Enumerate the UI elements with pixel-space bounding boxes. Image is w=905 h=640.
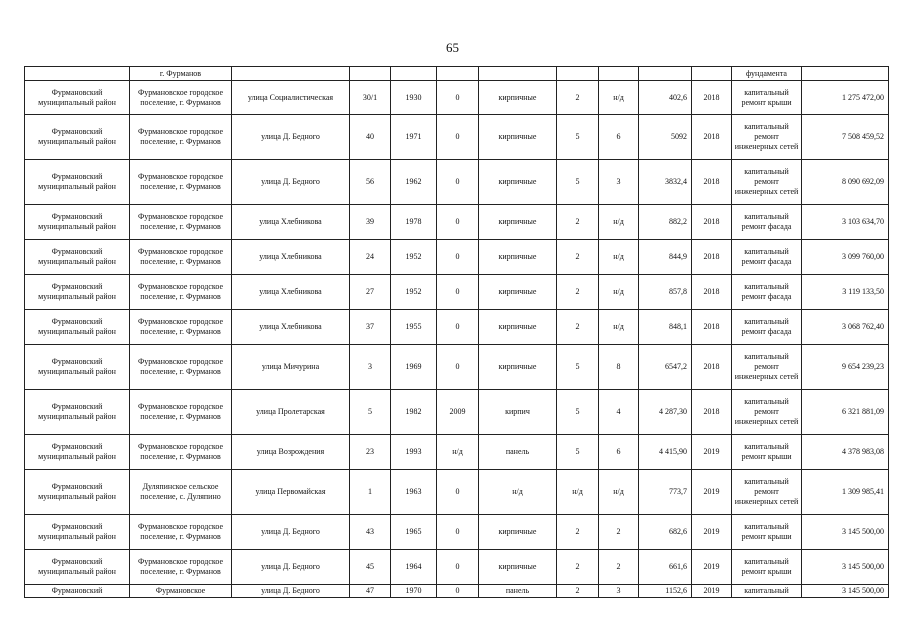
cell-year-built: 1978 <box>391 205 437 240</box>
cell-street: улица Хлебникова <box>232 310 350 345</box>
cell-material: панель <box>479 585 557 598</box>
cell-district: Фурмановский муниципальный район <box>25 240 130 275</box>
cell-material: кирпичные <box>479 205 557 240</box>
cell-house: 56 <box>350 160 391 205</box>
cell-year-built: 1964 <box>391 550 437 585</box>
cell-street: улица Д. Бедного <box>232 585 350 598</box>
cell-cost: 6 321 881,09 <box>802 390 889 435</box>
cell-district: Фурмановский муниципальный район <box>25 550 130 585</box>
cell-year-reconstructed: н/д <box>437 435 479 470</box>
cell-house: 43 <box>350 515 391 550</box>
cell-year-built: 1930 <box>391 81 437 115</box>
cell-year-built: 1962 <box>391 160 437 205</box>
cell-area: 773,7 <box>639 470 692 515</box>
cell-floors: 2 <box>557 240 599 275</box>
cell-year-reconstructed: 0 <box>437 160 479 205</box>
cell-cost: 1 309 985,41 <box>802 470 889 515</box>
cell-house: 23 <box>350 435 391 470</box>
cell-material: кирпичные <box>479 115 557 160</box>
cell-house: 39 <box>350 205 391 240</box>
cell-house: 5 <box>350 390 391 435</box>
cell-year: 2019 <box>692 470 732 515</box>
cell-cost <box>802 67 889 81</box>
cell-year-built: 1970 <box>391 585 437 598</box>
cell-area: 857,8 <box>639 275 692 310</box>
cell-area: 1152,6 <box>639 585 692 598</box>
cell-entrances: н/д <box>599 310 639 345</box>
cell-material: н/д <box>479 470 557 515</box>
cell-settlement: Фурмановское городское поселение, г. Фурманов <box>130 390 232 435</box>
table-row-truncated <box>25 585 889 598</box>
cell-settlement: Фурмановское городское поселение, г. Фурманов <box>130 550 232 585</box>
cell-work-type: капитальный ремонт фасада <box>732 240 802 275</box>
cell-house: 37 <box>350 310 391 345</box>
cell-district: Фурмановский муниципальный район <box>25 81 130 115</box>
cell-year-reconstructed: 2009 <box>437 390 479 435</box>
cell-material: панель <box>479 435 557 470</box>
cell-material: кирпичные <box>479 240 557 275</box>
cell-material <box>479 67 557 81</box>
table-row <box>25 240 889 275</box>
table-row-continued <box>25 67 889 81</box>
cell-year <box>692 67 732 81</box>
cell-year-built: 1952 <box>391 240 437 275</box>
cell-floors <box>557 67 599 81</box>
table-row <box>25 345 889 390</box>
cell-year-reconstructed <box>437 67 479 81</box>
cell-area <box>639 67 692 81</box>
cell-work-type: капитальный ремонт инженерных сетей <box>732 470 802 515</box>
cell-year-reconstructed: 0 <box>437 205 479 240</box>
cell-material: кирпичные <box>479 550 557 585</box>
cell-year: 2019 <box>692 515 732 550</box>
cell-house: 40 <box>350 115 391 160</box>
cell-district: Фурмановский муниципальный район <box>25 275 130 310</box>
cell-year-built: 1963 <box>391 470 437 515</box>
cell-floors: 2 <box>557 515 599 550</box>
cell-area: 5092 <box>639 115 692 160</box>
cell-year-reconstructed: 0 <box>437 585 479 598</box>
table-row <box>25 160 889 205</box>
cell-entrances <box>599 67 639 81</box>
cell-entrances: 8 <box>599 345 639 390</box>
cell-year: 2019 <box>692 550 732 585</box>
cell-year: 2018 <box>692 310 732 345</box>
cell-area: 4 415,90 <box>639 435 692 470</box>
cell-year-reconstructed: 0 <box>437 470 479 515</box>
cell-entrances: 3 <box>599 160 639 205</box>
cell-work-type: капитальный ремонт крыши <box>732 550 802 585</box>
cell-street: улица Д. Бедного <box>232 515 350 550</box>
cell-cost: 3 068 762,40 <box>802 310 889 345</box>
cell-work-type: капитальный ремонт крыши <box>732 515 802 550</box>
cell-year-built <box>391 67 437 81</box>
cell-area: 4 287,30 <box>639 390 692 435</box>
cell-area: 402,6 <box>639 81 692 115</box>
table-row <box>25 470 889 515</box>
table-row <box>25 115 889 160</box>
cell-entrances: 6 <box>599 115 639 160</box>
cell-house: 27 <box>350 275 391 310</box>
cell-street: улица Социалистическая <box>232 81 350 115</box>
cell-year: 2018 <box>692 275 732 310</box>
cell-settlement: Фурмановское городское поселение, г. Фурманов <box>130 515 232 550</box>
cell-floors: 2 <box>557 275 599 310</box>
cell-floors: 5 <box>557 390 599 435</box>
cell-settlement: Фурмановское городское поселение, г. Фурманов <box>130 81 232 115</box>
cell-entrances: 3 <box>599 585 639 598</box>
table-row <box>25 81 889 115</box>
cell-district: Фурмановский муниципальный район <box>25 435 130 470</box>
cell-district: Фурмановский муниципальный район <box>25 115 130 160</box>
cell-entrances: н/д <box>599 470 639 515</box>
cell-area: 844,9 <box>639 240 692 275</box>
cell-work-type: капитальный ремонт фасада <box>732 205 802 240</box>
cell-house: 30/1 <box>350 81 391 115</box>
cell-settlement: Фурмановское городское поселение, г. Фурманов <box>130 310 232 345</box>
cell-district: Фурмановский муниципальный район <box>25 310 130 345</box>
cell-settlement: Фурмановское <box>130 585 232 598</box>
cell-year-reconstructed: 0 <box>437 515 479 550</box>
cell-floors: 5 <box>557 160 599 205</box>
cell-work-type: капитальный ремонт инженерных сетей <box>732 345 802 390</box>
cell-district: Фурмановский муниципальный район <box>25 515 130 550</box>
cell-settlement: Фурмановское городское поселение, г. Фурманов <box>130 205 232 240</box>
cell-cost: 3 119 133,50 <box>802 275 889 310</box>
cell-work-type: капитальный ремонт крыши <box>732 435 802 470</box>
cell-material: кирпичные <box>479 160 557 205</box>
cell-year: 2018 <box>692 345 732 390</box>
cell-work-type: капитальный ремонт инженерных сетей <box>732 115 802 160</box>
cell-area: 848,1 <box>639 310 692 345</box>
cell-year-reconstructed: 0 <box>437 550 479 585</box>
cell-work-type: капитальный ремонт фасада <box>732 310 802 345</box>
page-number: 65 <box>446 40 459 55</box>
cell-entrances: н/д <box>599 205 639 240</box>
cell-cost: 1 275 472,00 <box>802 81 889 115</box>
cell-year: 2019 <box>692 585 732 598</box>
cell-district: Фурмановский муниципальный район <box>25 470 130 515</box>
cell-cost: 9 654 239,23 <box>802 345 889 390</box>
cell-settlement: Дуляпинское сельское поселение, с. Дуляпино <box>130 470 232 515</box>
cell-house: 24 <box>350 240 391 275</box>
cell-district: Фурмановский муниципальный район <box>25 345 130 390</box>
cell-year: 2018 <box>692 81 732 115</box>
cell-street: улица Пролетарская <box>232 390 350 435</box>
cell-year: 2018 <box>692 240 732 275</box>
cell-cost: 3 145 500,00 <box>802 585 889 598</box>
cell-material: кирпичные <box>479 310 557 345</box>
table-row <box>25 435 889 470</box>
cell-entrances: 6 <box>599 435 639 470</box>
cell-material: кирпичные <box>479 275 557 310</box>
cell-district: Фурмановский <box>25 585 130 598</box>
cell-district: Фурмановский муниципальный район <box>25 160 130 205</box>
cell-floors: 5 <box>557 345 599 390</box>
cell-street: улица Хлебникова <box>232 205 350 240</box>
cell-district: Фурмановский муниципальный район <box>25 390 130 435</box>
cell-cost: 3 145 500,00 <box>802 550 889 585</box>
cell-work-type: капитальный <box>732 585 802 598</box>
cell-house: 3 <box>350 345 391 390</box>
cell-work-type: капитальный ремонт фасада <box>732 275 802 310</box>
cell-settlement: Фурмановское городское поселение, г. Фурманов <box>130 345 232 390</box>
cell-year-reconstructed: 0 <box>437 275 479 310</box>
cell-year-reconstructed: 0 <box>437 81 479 115</box>
cell-year-reconstructed: 0 <box>437 345 479 390</box>
table-row <box>25 205 889 240</box>
cell-floors: 2 <box>557 585 599 598</box>
cell-area: 6547,2 <box>639 345 692 390</box>
cell-work-type: капитальный ремонт крыши <box>732 81 802 115</box>
cell-street: улица Первомайская <box>232 470 350 515</box>
cell-floors: 2 <box>557 550 599 585</box>
cell-cost: 3 099 760,00 <box>802 240 889 275</box>
cell-street: улица Хлебникова <box>232 240 350 275</box>
cell-year-reconstructed: 0 <box>437 240 479 275</box>
cell-year-built: 1952 <box>391 275 437 310</box>
cell-area: 682,6 <box>639 515 692 550</box>
cell-settlement: г. Фурманов <box>130 67 232 81</box>
cell-entrances: н/д <box>599 240 639 275</box>
cell-material: кирпичные <box>479 515 557 550</box>
cell-floors: 5 <box>557 115 599 160</box>
cell-entrances: н/д <box>599 81 639 115</box>
cell-house: 1 <box>350 470 391 515</box>
table-body <box>25 67 889 598</box>
cell-district: Фурмановский муниципальный район <box>25 205 130 240</box>
cell-material: кирпич <box>479 390 557 435</box>
cell-cost: 3 103 634,70 <box>802 205 889 240</box>
cell-year: 2019 <box>692 435 732 470</box>
cell-floors: 2 <box>557 81 599 115</box>
cell-area: 661,6 <box>639 550 692 585</box>
cell-area: 3832,4 <box>639 160 692 205</box>
cell-settlement: Фурмановское городское поселение, г. Фурманов <box>130 435 232 470</box>
cell-street: улица Хлебникова <box>232 275 350 310</box>
cell-year-reconstructed: 0 <box>437 310 479 345</box>
cell-cost: 8 090 692,09 <box>802 160 889 205</box>
cell-area: 882,2 <box>639 205 692 240</box>
cell-street: улица Д. Бедного <box>232 160 350 205</box>
cell-settlement: Фурмановское городское поселение, г. Фурманов <box>130 160 232 205</box>
cell-year-built: 1955 <box>391 310 437 345</box>
cell-house <box>350 67 391 81</box>
cell-work-type: фундамента <box>732 67 802 81</box>
cell-settlement: Фурмановское городское поселение, г. Фурманов <box>130 275 232 310</box>
cell-year: 2018 <box>692 390 732 435</box>
table-row <box>25 550 889 585</box>
cell-entrances: 2 <box>599 515 639 550</box>
cell-settlement: Фурмановское городское поселение, г. Фурманов <box>130 115 232 160</box>
cell-house: 47 <box>350 585 391 598</box>
cell-entrances: н/д <box>599 275 639 310</box>
cell-floors: 5 <box>557 435 599 470</box>
cell-cost: 3 145 500,00 <box>802 515 889 550</box>
cell-material: кирпичные <box>479 345 557 390</box>
cell-floors: н/д <box>557 470 599 515</box>
cell-year-built: 1993 <box>391 435 437 470</box>
table-row <box>25 310 889 345</box>
cell-cost: 4 378 983,08 <box>802 435 889 470</box>
cell-work-type: капитальный ремонт инженерных сетей <box>732 390 802 435</box>
cell-entrances: 2 <box>599 550 639 585</box>
table-row <box>25 275 889 310</box>
table-row <box>25 390 889 435</box>
cell-year-built: 1969 <box>391 345 437 390</box>
cell-district <box>25 67 130 81</box>
cell-year-built: 1965 <box>391 515 437 550</box>
cell-year: 2018 <box>692 115 732 160</box>
cell-year: 2018 <box>692 205 732 240</box>
cell-year: 2018 <box>692 160 732 205</box>
cell-cost: 7 508 459,52 <box>802 115 889 160</box>
cell-material: кирпичные <box>479 81 557 115</box>
cell-year-reconstructed: 0 <box>437 115 479 160</box>
cell-settlement: Фурмановское городское поселение, г. Фурманов <box>130 240 232 275</box>
cell-year-built: 1971 <box>391 115 437 160</box>
cell-floors: 2 <box>557 205 599 240</box>
cell-work-type: капитальный ремонт инженерных сетей <box>732 160 802 205</box>
cell-street: улица Д. Бедного <box>232 115 350 160</box>
cell-street: улица Возрождения <box>232 435 350 470</box>
cell-street <box>232 67 350 81</box>
cell-floors: 2 <box>557 310 599 345</box>
cell-year-built: 1982 <box>391 390 437 435</box>
cell-house: 45 <box>350 550 391 585</box>
table-row <box>25 515 889 550</box>
cell-entrances: 4 <box>599 390 639 435</box>
cell-street: улица Мичурина <box>232 345 350 390</box>
housing-repair-table <box>24 66 889 598</box>
cell-street: улица Д. Бедного <box>232 550 350 585</box>
